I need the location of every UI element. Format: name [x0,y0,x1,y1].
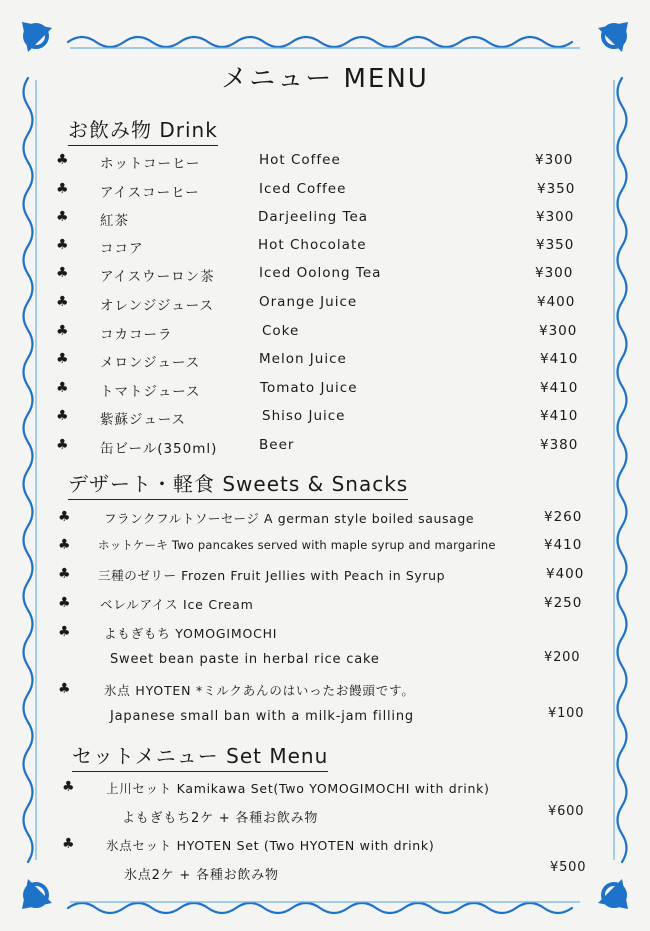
club-icon: ♣ [58,681,72,697]
drink-price: ¥410 [540,408,579,424]
set-item-text: 上川セット Kamikawa Set(Two YOMOGIMOCHI with drink) [106,781,490,796]
drink-row [0,265,650,285]
sweets-item-text: 三種のゼリー Frozen Fruit Jellies with Peach in Syrup [98,568,446,583]
drink-name-en: Hot Coffee [259,152,341,168]
drink-name-ja: アイスコーヒー [100,185,200,201]
drink-row [0,437,650,457]
sweets-item-text: ホットケーキ Two pancakes served with maple syrup and margarine [98,538,496,552]
drink-name-ja: オレンジジュース [100,298,215,314]
drink-name-en: Hot Chocolate [258,237,367,253]
club-icon: ♣ [56,351,70,367]
drink-row [0,351,650,371]
club-icon: ♣ [58,595,72,611]
sweets-row [0,509,650,529]
drink-price: ¥380 [540,437,579,453]
sweets-row [0,624,650,644]
sweets-item-subtext: Japanese small ban with a milk-jam filling [110,709,414,724]
set-price: ¥600 [548,804,585,819]
set-item-subtext: 氷点2ケ + 各種お飲み物 [124,868,279,883]
sweets-price: ¥200 [544,650,581,665]
drink-row [0,323,650,343]
sweets-item-text: 氷点 HYOTEN *ミルクあんのはいったお饅頭です。 [104,683,415,698]
drink-row [0,380,650,400]
sweets-row [0,566,650,586]
sweets-price: ¥400 [546,566,585,582]
drink-name-en: Beer [259,437,295,453]
club-icon: ♣ [56,237,70,253]
drink-name-en: Orange Juice [259,294,358,310]
club-icon: ♣ [58,624,72,640]
set-heading: セットメニュー Set Menu [72,740,328,772]
drink-name-ja: ココア [100,241,144,257]
sweets-row [0,681,650,701]
club-icon: ♣ [56,437,70,453]
club-icon: ♣ [58,509,72,525]
sweets-price: ¥250 [544,595,583,611]
drink-price: ¥300 [535,265,574,281]
drink-name-ja: 紫蘇ジュース [100,412,187,428]
set-item-text: 氷点セット HYOTEN Set (Two HYOTEN with drink) [106,838,435,853]
drink-price: ¥400 [537,294,576,310]
club-icon: ♣ [56,408,70,424]
page-title: メニュー MENU [221,64,429,94]
club-icon: ♣ [62,836,76,852]
set-item-subtext: よもぎもち2ケ + 各種お飲み物 [122,811,319,826]
drink-name-ja: ホットコーヒー [100,156,201,172]
club-icon: ♣ [56,265,70,281]
drink-name-en: Iced Oolong Tea [259,265,382,281]
drink-price: ¥410 [540,380,579,396]
club-icon: ♣ [56,209,70,225]
drink-price: ¥300 [536,209,575,225]
club-icon: ♣ [56,181,70,197]
sweets-row [0,537,650,557]
drink-price: ¥350 [537,181,576,197]
drink-row [0,181,650,201]
sweets-heading: デザート・軽食 Sweets & Snacks [68,468,408,500]
sweets-price: ¥260 [544,509,583,525]
drink-row [0,408,650,428]
set-row [0,779,650,799]
drink-name-en: Tomato Juice [260,380,358,396]
sweets-price: ¥410 [544,537,583,553]
drink-name-ja: トマトジュース [100,384,201,400]
set-row [0,836,650,856]
drink-price: ¥350 [536,237,575,253]
drink-row [0,152,650,172]
club-icon: ♣ [56,152,70,168]
club-icon: ♣ [56,294,70,310]
drink-price: ¥300 [539,323,578,339]
drink-name-ja: 紅茶 [100,213,129,229]
drink-name-ja: アイスウーロン茶 [100,269,215,285]
drink-name-ja: 缶ビール(350ml) [100,441,218,457]
club-icon: ♣ [58,566,72,582]
sweets-item-text: よもぎもち YOMOGIMOCHI [104,626,278,641]
drink-name-en: Melon Juice [259,351,347,367]
sweets-item-text: ベレルアイス Ice Cream [100,597,254,612]
club-icon: ♣ [62,779,76,795]
drink-name-ja: コカコーラ [100,327,173,343]
sweets-price: ¥100 [548,706,585,721]
drink-name-ja: メロンジュース [100,355,201,371]
drink-row [0,209,650,229]
drink-price: ¥410 [540,351,579,367]
drink-name-en: Coke [262,323,300,339]
club-icon: ♣ [56,380,70,396]
set-price: ¥500 [550,860,587,875]
sweets-item-text: フランクフルトソーセージ A german style boiled sausage [104,511,475,526]
drink-row [0,294,650,314]
drink-row [0,237,650,257]
drink-name-en: Darjeeling Tea [258,209,369,225]
sweets-row [0,595,650,615]
drink-price: ¥300 [535,152,574,168]
sweets-item-subtext: Sweet bean paste in herbal rice cake [110,652,380,667]
club-icon: ♣ [58,537,72,553]
drink-name-en: Shiso Juice [262,408,346,424]
club-icon: ♣ [56,323,70,339]
drink-name-en: Iced Coffee [259,181,347,197]
drink-heading: お飲み物 Drink [68,114,218,146]
